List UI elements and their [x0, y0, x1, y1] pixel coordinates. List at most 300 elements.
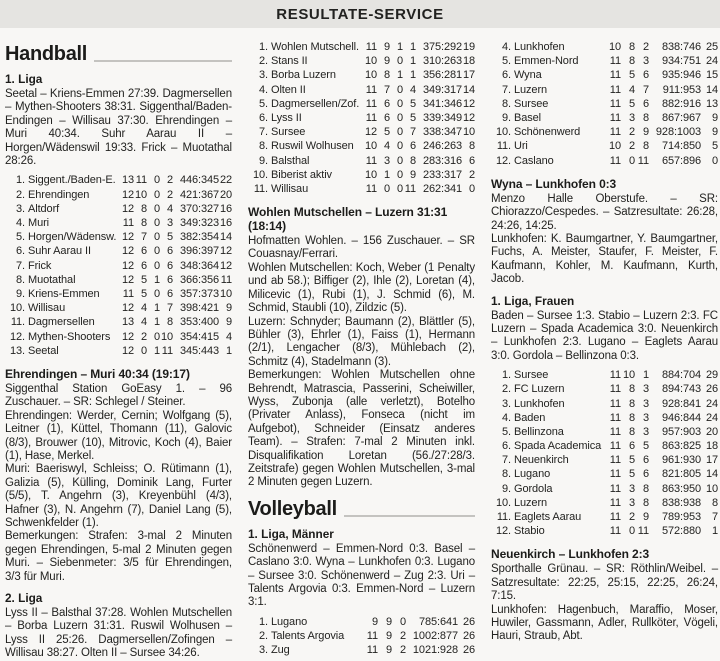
team-cell: Emmen-Nord — [514, 55, 579, 68]
table-row — [248, 139, 475, 153]
stat-cell: 10 — [134, 188, 147, 201]
paragraph: Luzern: Schnyder; Baumann (2), Blättler (5), Bühler (3), Ehrler (1), Faiss (1), Hermann (2/1), Lengacher (8/3), Mühlebach (2), Schmitz (4), Stadelmann (3). — [248, 315, 475, 368]
stat-cell: 11 — [609, 454, 621, 467]
table-row — [5, 244, 232, 258]
paragraph: Lunkhofen: K. Baumgartner, Y. Baumgartner, Fuchs, A. Meister, Staufer, F. Meister, F. Kaufmann, Kohler, M. Kaufmann, Kurth, Jacob. — [491, 232, 718, 286]
team-cell: Luzern — [514, 496, 548, 509]
team-cell: Frick — [28, 259, 52, 272]
score-cell: 370:327 — [179, 202, 219, 215]
table-row — [491, 54, 718, 68]
table-row — [491, 154, 718, 168]
table-row — [491, 68, 718, 82]
rank-cell: 10. — [253, 168, 268, 181]
points-cell: 13 — [705, 97, 718, 110]
points-cell: 9 — [711, 111, 718, 124]
table-row — [5, 315, 232, 329]
table-row — [248, 97, 475, 111]
rank-cell: 1. — [259, 615, 268, 628]
stat-cell: 2 — [628, 140, 635, 153]
team-cell: Muri — [28, 217, 49, 229]
stat-cell: 9 — [642, 126, 649, 139]
points-cell: 8 — [468, 140, 475, 153]
score-cell: 928:841 — [661, 397, 701, 410]
stat-cell: 2 — [166, 174, 173, 187]
stat-cell: 1 — [642, 369, 649, 382]
rank-cell: 7. — [16, 259, 25, 272]
stat-cell: 3 — [628, 111, 635, 124]
team-cell: Neuenkirch — [514, 454, 569, 467]
team-cell: Stabio — [514, 525, 545, 538]
stat-cell: 7 — [140, 231, 147, 244]
stat-cell: 11 — [609, 468, 621, 481]
stat-cell: 9 — [642, 511, 649, 524]
stat-cell: 8 — [140, 217, 147, 229]
rank-cell: 1. — [502, 369, 511, 382]
team-cell: Ruswil Wolhusen — [271, 140, 354, 153]
team-cell: Altdorf — [28, 202, 60, 215]
team-cell: Balsthal — [271, 154, 310, 167]
stat-cell: 11 — [404, 182, 416, 195]
rank-cell: 4. — [16, 217, 25, 229]
sport-heading-text: Handball — [5, 43, 88, 65]
league-subheading: 1. Liga, Frauen — [491, 293, 575, 308]
stat-cell: 4 — [409, 83, 416, 96]
table-row — [491, 482, 718, 496]
score-cell: 957:903 — [661, 425, 701, 438]
match-heading: Wohlen Mutschellen – Luzern 31:31 (18:14) — [248, 205, 448, 234]
rank-cell: 6. — [16, 245, 25, 258]
stat-cell: 5 — [140, 273, 147, 286]
rank-cell: 7. — [502, 454, 511, 467]
rank-cell: 13. — [10, 344, 25, 357]
stat-cell: 8 — [383, 69, 390, 82]
points-cell: 10 — [219, 287, 232, 300]
rank-cell: 1. — [16, 174, 25, 187]
stat-cell: 0 — [153, 202, 160, 215]
table-row — [491, 368, 718, 382]
stat-cell: 6 — [383, 111, 390, 124]
stat-cell: 11 — [365, 154, 377, 167]
stat-cell: 0 — [399, 615, 406, 628]
standings-table — [491, 368, 718, 538]
stat-cell: 1 — [153, 316, 160, 329]
points-cell: 17 — [462, 69, 475, 82]
stat-cell: 8 — [628, 397, 635, 410]
points-cell: 14 — [705, 468, 718, 481]
table-row — [5, 202, 232, 216]
score-cell: 935:946 — [661, 69, 701, 82]
score-cell: 349:323 — [179, 217, 219, 229]
points-cell: 9 — [711, 126, 718, 139]
stat-cell: 8 — [628, 383, 635, 396]
table-row — [5, 259, 232, 273]
score-cell: 354:415 — [179, 330, 219, 343]
team-cell: Ehrendingen — [28, 188, 90, 201]
stat-cell: 0 — [628, 525, 635, 538]
stat-cell: 0 — [396, 55, 403, 68]
stat-cell: 6 — [140, 245, 147, 258]
stat-cell: 3 — [642, 383, 649, 396]
team-cell: Willisau — [271, 182, 309, 195]
standings-table — [248, 615, 475, 658]
stat-cell: 3 — [383, 154, 390, 167]
stat-cell: 1 — [153, 302, 160, 315]
stat-cell: 5 — [642, 440, 649, 453]
stat-cell: 9 — [385, 615, 392, 628]
points-cell: 24 — [705, 397, 718, 410]
score-cell: 382:354 — [179, 231, 219, 244]
rank-cell: 10. — [496, 126, 511, 139]
stat-cell: 12 — [121, 273, 134, 286]
column-2 — [248, 35, 475, 661]
stat-cell: 0 — [628, 154, 635, 167]
stat-cell: 7 — [409, 126, 416, 139]
score-cell: 375:292 — [422, 41, 462, 53]
rank-cell: 1. — [259, 41, 268, 53]
score-cell: 396:397 — [179, 245, 219, 258]
sport-heading — [5, 43, 232, 65]
stat-cell: 9 — [383, 41, 390, 53]
team-cell: Gordola — [514, 482, 553, 495]
stat-cell: 8 — [409, 154, 416, 167]
stat-cell: 0 — [396, 97, 403, 110]
points-cell: 10 — [705, 482, 718, 495]
points-cell: 22 — [219, 174, 232, 187]
rank-cell: 6. — [502, 440, 511, 453]
stat-cell: 12 — [364, 126, 377, 139]
paragraph: Siggenthal Station GoEasy 1. – 96 Zuschauer. – SR: Schlegel / Steiner. — [5, 382, 232, 409]
paragraph: Ehrendingen: Werder, Cernin; Wolfgang (5), Leitner (1), Küttel, Thomann (11), Galovic (8/3), Brouwer (10), Mitrovic, Koch (4), Baier (1), Hase, Merkel. — [5, 409, 232, 462]
points-cell: 20 — [705, 425, 718, 438]
stat-cell: 6 — [166, 287, 173, 300]
stat-cell: 5 — [628, 468, 635, 481]
team-cell: Sursee — [514, 369, 549, 382]
points-cell: 9 — [225, 302, 232, 315]
score-cell: 345:443 — [179, 344, 219, 357]
stat-cell: 3 — [642, 411, 649, 424]
stat-cell: 0 — [383, 182, 390, 195]
heading-rule — [94, 60, 232, 62]
team-cell: FC Luzern — [514, 383, 565, 396]
results-service-header — [0, 0, 720, 28]
table-row — [491, 111, 718, 125]
stat-cell: 11 — [609, 411, 621, 424]
rank-cell: 12. — [496, 525, 511, 538]
stat-cell: 11 — [609, 383, 621, 396]
paragraph: Wohlen Mutschellen: Koch, Weber (1 Penalty und ab 58.); Biffiger (2), Ihle (2), Loretan (4), Milicevic (1), Rubi (1), J. Schmid (6), M. Schmid, Staubli (10), Zildzic (5). — [248, 261, 475, 315]
points-cell: 11 — [220, 273, 232, 286]
stat-cell: 5 — [383, 126, 390, 139]
score-cell: 572:880 — [661, 525, 701, 538]
stat-cell: 12 — [121, 188, 134, 201]
team-cell: Dagmersellen — [28, 316, 95, 329]
score-cell: 911:953 — [662, 83, 701, 96]
score-cell: 863:825 — [661, 440, 701, 453]
stat-cell: 4 — [140, 302, 147, 315]
points-cell: 5 — [711, 140, 718, 153]
stat-cell: 11 — [609, 482, 621, 495]
rank-cell: 3. — [502, 397, 511, 410]
table-row — [5, 301, 232, 315]
table-row — [491, 40, 718, 54]
score-cell: 867:967 — [661, 111, 701, 124]
stat-cell: 10 — [622, 369, 635, 382]
table-row — [491, 439, 718, 453]
team-cell: Mythen-Shooters — [28, 330, 111, 343]
team-cell: Caslano — [514, 154, 554, 167]
stat-cell: 1 — [153, 273, 160, 286]
rank-cell: 11. — [253, 182, 268, 195]
table-row — [491, 382, 718, 396]
stat-cell: 6 — [642, 69, 649, 82]
team-cell: Dagmersellen/Zof. — [271, 97, 360, 110]
rank-cell: 3. — [259, 69, 268, 82]
points-cell: 8 — [711, 496, 718, 509]
stat-cell: 11 — [161, 344, 173, 357]
points-cell: 4 — [225, 330, 232, 343]
sport-heading-text: Volleyball — [248, 497, 337, 520]
team-cell: Lunkhofen — [514, 41, 565, 53]
score-cell: 339:349 — [422, 111, 462, 124]
standings-table — [5, 173, 232, 357]
rank-cell: 8. — [502, 97, 511, 110]
team-cell: Horgen/Wädensw. — [28, 231, 117, 244]
table-row — [5, 344, 232, 358]
stat-cell: 1 — [409, 69, 416, 82]
paragraph: Bemerkungen: Strafen: 3-mal 2 Minuten gegen Ehrendingen, 5-mal 2 Minuten gegen Muri. – Siebenmeter: 3/5 für Ehrendingen, 3/3 für Muri. — [5, 530, 232, 583]
stat-cell: 6 — [166, 245, 173, 258]
stat-cell: 11 — [609, 397, 621, 410]
stat-cell: 0 — [396, 126, 403, 139]
rank-cell: 8. — [16, 273, 25, 286]
paragraph: Seetal – Kriens-Emmen 27:39. Dagmersellen – Mythen-Shooters 38:31. Siggenthal/Baden-Endingen – Willisau 37:30. Ehrendingen – Muri 40:34. Suhr Aarau II – Horgen/Wädenswil 19:33. Frick – Muotathal 28:26. — [5, 88, 232, 168]
score-cell: 934:751 — [661, 55, 701, 68]
stat-cell: 3 — [642, 425, 649, 438]
sport-heading — [248, 498, 475, 520]
column-1 — [5, 35, 232, 661]
stat-cell: 11 — [365, 182, 377, 195]
stat-cell: 11 — [609, 511, 621, 524]
rank-cell: 9. — [502, 111, 511, 124]
stat-cell: 11 — [365, 83, 377, 96]
rank-cell: 3. — [259, 644, 268, 657]
table-row — [5, 330, 232, 344]
stat-cell: 0 — [140, 344, 147, 357]
team-cell: Eaglets Aarau — [514, 511, 582, 524]
stat-cell: 9 — [371, 615, 378, 628]
paragraph: Lunkhofen: Hagenbuch, Maraffio, Moser, Huwiler, Gassmann, Adler, Rullköter, Vögeli, Hauri, Straub, Abt. — [491, 603, 718, 643]
stat-cell: 11 — [122, 217, 134, 229]
stat-cell: 4 — [383, 140, 390, 153]
stat-cell: 4 — [166, 202, 173, 215]
table-row — [248, 54, 475, 68]
rank-cell: 5. — [502, 425, 511, 438]
stat-cell: 0 — [153, 259, 160, 272]
stat-cell: 5 — [166, 231, 173, 244]
rank-cell: 6. — [259, 111, 268, 124]
team-cell: Talents Argovia — [271, 630, 345, 642]
points-cell: 24 — [705, 55, 718, 68]
stat-cell: 2 — [399, 644, 406, 657]
stat-cell: 10 — [364, 69, 377, 82]
stat-cell: 0 — [396, 111, 403, 124]
rank-cell: 10. — [10, 302, 25, 315]
team-cell: Luzern — [514, 83, 548, 96]
team-cell: Baden — [514, 411, 546, 424]
score-cell: 894:743 — [661, 383, 701, 396]
content-columns — [0, 28, 720, 661]
heading-rule — [344, 515, 475, 517]
rank-cell: 8. — [502, 468, 511, 481]
stat-cell: 2 — [399, 630, 406, 642]
rank-cell: 5. — [502, 55, 511, 68]
column-3 — [491, 35, 718, 661]
rank-cell: 4. — [502, 411, 511, 424]
score-cell: 246:263 — [422, 140, 462, 153]
stat-cell: 8 — [628, 41, 635, 53]
score-cell: 946:844 — [661, 411, 701, 424]
points-cell: 26 — [462, 644, 475, 657]
team-cell: Borba Luzern — [271, 69, 336, 82]
team-cell: Kriens-Emmen — [28, 287, 100, 300]
points-cell: 29 — [705, 369, 718, 382]
points-cell: 14 — [219, 231, 232, 244]
stat-cell: 0 — [153, 188, 160, 201]
team-cell: Sursee — [514, 97, 549, 110]
stat-cell: 7 — [642, 83, 649, 96]
score-cell: 838:746 — [661, 41, 701, 53]
points-cell: 15 — [705, 69, 718, 82]
points-cell: 0 — [468, 182, 475, 195]
score-cell: 785:641 — [418, 615, 458, 628]
table-row — [5, 173, 232, 187]
stat-cell: 6 — [628, 440, 635, 453]
score-cell: 353:400 — [179, 316, 219, 329]
stat-cell: 4 — [140, 316, 147, 329]
stat-cell: 11 — [637, 154, 649, 167]
stat-cell: 1 — [409, 55, 416, 68]
score-cell: 1021:928 — [412, 644, 458, 657]
match-heading: Ehrendingen – Muri 40:34 (19:17) — [5, 366, 190, 381]
stat-cell: 9 — [409, 168, 416, 181]
match-heading: Wyna – Lunkhofen 0:3 — [491, 176, 617, 191]
rank-cell: 3. — [16, 202, 25, 215]
stat-cell: 8 — [642, 482, 649, 495]
rank-cell: 2. — [16, 188, 25, 201]
stat-cell: 11 — [609, 97, 621, 110]
stat-cell: 2 — [628, 511, 635, 524]
score-cell: 657:896 — [661, 154, 701, 167]
team-cell: Willisau — [28, 302, 66, 315]
stat-cell: 9 — [385, 630, 392, 642]
stat-cell: 8 — [642, 496, 649, 509]
paragraph: Menzo Halle Oberstufe. – SR: Chiorazzo/Cespedes. – Satzresultate: 26:28, 24:26, 14:25. — [491, 192, 718, 232]
score-cell: 838:938 — [661, 496, 701, 509]
score-cell: 882:916 — [661, 97, 701, 110]
paragraph: Schönenwerd – Emmen-Nord 0:3. Basel – Caslano 3:0. Wyna – Lunkhofen 0:3. Lugano – Sursee 3:0. Schönenwerd – Zug 2:3. Uri – Talents Argovia 0:3. Emmen-Nord – Luzern 3:1. — [248, 542, 475, 609]
rank-cell: 8. — [259, 140, 268, 153]
table-row — [248, 168, 475, 182]
stat-cell: 5 — [409, 97, 416, 110]
score-cell: 356:281 — [422, 69, 462, 82]
table-row — [491, 139, 718, 153]
stat-cell: 0 — [396, 168, 403, 181]
paragraph: Sporthalle Grünau. – SR: Röthlin/Weibel. – Satzresultate: 22:25, 25:15, 22:25, 26:24, 7:15. — [491, 563, 718, 603]
match-heading: Neuenkirch – Lunkhofen 2:3 — [491, 547, 650, 562]
table-row — [491, 83, 718, 97]
rank-cell: 6. — [502, 69, 511, 82]
table-row — [491, 510, 718, 524]
stat-cell: 2 — [628, 126, 635, 139]
rank-cell: 2. — [502, 383, 511, 396]
rank-cell: 9. — [16, 287, 25, 300]
rank-cell: 5. — [259, 97, 268, 110]
stat-cell: 6 — [383, 97, 390, 110]
stat-cell: 0 — [396, 140, 403, 153]
team-cell: Siggent./Baden-E. — [28, 174, 116, 187]
points-cell: 26 — [462, 630, 475, 642]
stat-cell: 10 — [364, 168, 377, 181]
stat-cell: 10 — [608, 140, 621, 153]
score-cell: 349:317 — [422, 83, 462, 96]
stat-cell: 6 — [642, 454, 649, 467]
stat-cell: 0 — [396, 182, 403, 195]
stat-cell: 3 — [166, 217, 173, 229]
table-row — [491, 524, 718, 538]
stat-cell: 6 — [166, 259, 173, 272]
standings-table — [491, 40, 718, 168]
team-cell: Lugano — [514, 468, 551, 481]
points-cell: 10 — [462, 126, 475, 139]
score-cell: 338:347 — [422, 126, 462, 139]
stat-cell: 1 — [396, 69, 403, 82]
team-cell: Lugano — [271, 615, 308, 628]
points-cell: 12 — [462, 111, 475, 124]
stat-cell: 13 — [121, 316, 134, 329]
stat-cell: 11 — [366, 644, 378, 657]
paragraph: Baden – Sursee 1:3. Stabio – Luzern 2:3. FC Luzern – Spada Academica 3:0. Neuenkirch – Lunkhofen 2:3. Lugano – Eaglets Aarau 3:0. Gordola – Bellinzona 0:3. — [491, 309, 718, 362]
score-cell: 262:341 — [422, 182, 462, 195]
stat-cell: 12 — [121, 344, 134, 357]
stat-cell: 11 — [637, 525, 649, 538]
stat-cell: 0 — [153, 174, 160, 187]
stat-cell: 3 — [628, 482, 635, 495]
score-cell: 714:850 — [661, 140, 701, 153]
stat-cell: 0 — [153, 217, 160, 229]
points-cell: 17 — [705, 454, 718, 467]
points-cell: 12 — [219, 245, 232, 258]
table-row — [248, 182, 475, 196]
points-cell: 26 — [462, 615, 475, 628]
table-row — [5, 188, 232, 202]
stat-cell: 0 — [153, 245, 160, 258]
rank-cell: 2. — [259, 630, 268, 642]
stat-cell: 2 — [166, 188, 173, 201]
rank-cell: 7. — [502, 83, 511, 96]
league-subheading: 2. Liga — [5, 590, 43, 605]
rank-cell: 4. — [259, 83, 268, 96]
rank-cell: 5. — [16, 231, 25, 244]
stat-cell: 1 — [153, 344, 160, 357]
stat-cell: 11 — [609, 154, 621, 167]
team-cell: Zug — [271, 644, 290, 657]
points-cell: 12 — [219, 259, 232, 272]
stat-cell: 11 — [365, 41, 377, 53]
team-cell: Stans II — [271, 55, 308, 68]
stat-cell: 11 — [365, 97, 377, 110]
stat-cell: 11 — [609, 69, 621, 82]
page-title: RESULTATE-SERVICE — [276, 5, 444, 23]
